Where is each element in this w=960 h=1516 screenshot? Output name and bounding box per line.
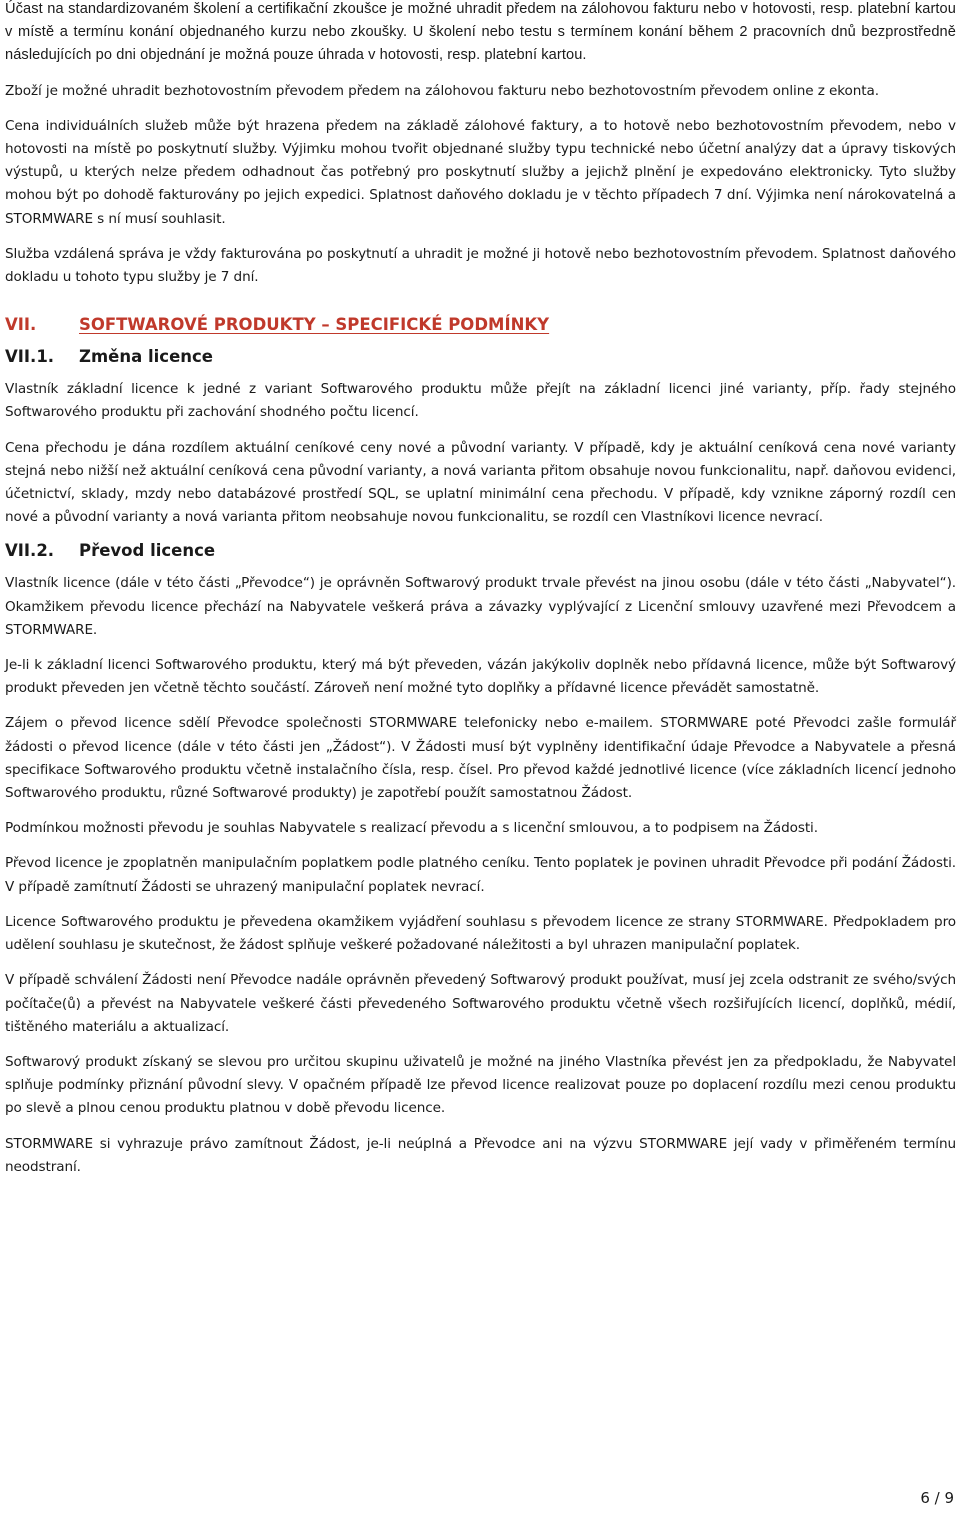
paragraph-license-transfer-4: Podmínkou možnosti převodu je souhlas Nabyvatele s realizací převodu a s licenční smlouvou, a to podpisem na Žádosti. xyxy=(5,820,818,837)
paragraph-license-transfer-3: Zájem o převod licence sdělí Převodce společnosti STORMWARE telefonicky nebo e-mailem. STORMWARE poté Převodci zašle formulář žádosti o převod licence (dále v této části jen „Žádost“). V Žádosti musí být vyplněny identifikační údaje Převodce a Nabyvatele a přesná specifikace Softwarového produktu včetně instalačního čísla, resp. čísel. Pro převod každé jednotlivé licence (více základních licencí jednoho Softwarového produktu, různé Softwarové produkty) je zapotřebí použít samostatnou Žádost. xyxy=(5,715,956,802)
paragraph-remote-management: Služba vzdálená správa je vždy fakturována po poskytnutí a uhradit je možné ji hotově nebo bezhotovostním převodem. Splatnost daňového dokladu u tohoto typu služby je 7 dní. xyxy=(5,245,956,286)
section-number: VII. xyxy=(5,315,37,335)
paragraph-license-transfer-1: Vlastník licence (dále v této části „Převodce“) je oprávněn Softwarový produkt trvale převést na jinou osobu (dále v této části „Nabyvatel“). Okamžikem převodu licence přechází na Nabyvatele veškerá práva a závazky vyplývající z Licenční smlouvy uzavřené mezi Převodcem a STORMWARE. xyxy=(5,575,956,638)
paragraph-license-transfer-7: V případě schválení Žádosti není Převodce nadále oprávněn převedený Softwarový produkt používat, musí jej zcela odstranit ze svého/svých počítače(ů) a převést na Nabyvatele veškeré části převedeného Softwarového produktu včetně všech rozšiřujících licencí, doplňků, médií, tištěného materiálu a aktualizací. xyxy=(5,972,956,1035)
subsection-number: VII.2. xyxy=(5,541,55,561)
paragraph-license-transfer-5: Převod licence je zpoplatněn manipulačním poplatkem podle platného ceníku. Tento poplatek je povinen uhradit Převodce při podání Žádosti. V případě zamítnutí Žádosti se uhrazený manipulační poplatek nevrací. xyxy=(5,855,956,895)
paragraph-individual-services: Cena individuálních služeb může být hrazena předem na základě zálohové faktury, a to hotově nebo bezhotovostním převodem, nebo v hotovosti na místě po poskytnutí služby. Výjimku mohou tvořit objednané služby typu technické nebo účetní analýzy dat a úpravy tiskových výstupů, u kterých nelze předem odhadnout čas potřebný pro poskytnutí služby a jejichž plnění je expedováno elektronicky. Tyto služby mohou být po dohodě fakturovány po jejich expedici. Splatnost daňového dokladu je v těchto případech 7 dní. Výjimka není nárokovatelná a STORMWARE s ní musí souhlasit. xyxy=(5,117,956,227)
paragraph-goods-payment: Zboží je možné uhradit bezhotovostním převodem předem na zálohovou fakturu nebo bezhotovostním převodem online z ekonta. xyxy=(5,82,879,99)
paragraph-license-transfer-2: Je-li k základní licenci Softwarového produktu, který má být převeden, vázán jakýkoliv doplněk nebo přídavná licence, může být Softwarový produkt převeden jen včetně těchto součástí. Zároveň není možné tyto doplňky a přídavné licence převádět samostatně. xyxy=(5,657,956,697)
subsection-number: VII.1. xyxy=(5,347,55,367)
paragraph-license-change-2: Cena přechodu je dána rozdílem aktuální ceníkové ceny nové a původní varianty. V případě, kdy je aktuální ceníková cena nové varianty stejná nebo nižší než aktuální ceníková cena původní varianty, a nová varianta přitom obsahuje novou funkcionalitu, např. daňovou evidenci, účetnictví, sklady, mzdy nebo databázové prostředí SQL, se uplatní minimální cena přechodu. V případě, kdy vznikne záporný rozdíl cen nové a původní varianty a nová varianta přitom neobsahuje novou funkcionalitu, se rozdíl cen Vlastníkovi licence nevrací. xyxy=(5,439,956,526)
section-title: SOFTWAROVÉ PRODUKTY – SPECIFICKÉ PODMÍNKY xyxy=(79,315,550,335)
document-page xyxy=(5,0,956,1179)
section-heading xyxy=(5,315,956,334)
page-number: 6 / 9 xyxy=(920,1489,954,1507)
paragraph-training-payment: Účast na standardizovaném školení a certifikační zkoušce je možné uhradit předem na zálohovou fakturu nebo v hotovosti, resp. platební kartou v místě a termínu konání objednaného kurzu nebo zkoušky. U školení nebo testu s termínem konání během 2 pracovních dnů bezprostředně následujících po dni objednání je možná pouze úhrada v hotovosti, resp. platební kartou. xyxy=(5,1,956,64)
paragraph-license-transfer-6: Licence Softwarového produktu je převedena okamžikem vyjádření souhlasu s převodem licence ze strany STORMWARE. Předpokladem pro udělení souhlasu je skutečnost, že žádost splňuje veškeré požadované náležitosti a byl uhrazen manipulační poplatek. xyxy=(5,913,956,954)
subsection-heading-license-transfer xyxy=(5,541,956,560)
paragraph-license-change-1: Vlastník základní licence k jedné z variant Softwarového produktu může přejít na základní licenci jiné varianty, příp. řady stejného Softwarového produktu při zachování shodného počtu licencí. xyxy=(5,381,956,421)
paragraph-license-transfer-8: Softwarový produkt získaný se slevou pro určitou skupinu uživatelů je možné na jiného Vlastníka převést jen za předpokladu, že Nabyvatel splňuje podmínky přiznání původní slevy. V opačném případě lze převod licence realizovat pouze po doplacení rozdílu mezi cenou produktu po slevě a plnou cenou produktu platnou v době převodu licence. xyxy=(5,1053,956,1117)
subsection-heading-license-change xyxy=(5,347,956,366)
paragraph-license-transfer-9: STORMWARE si vyhrazuje právo zamítnout Žádost, je-li neúplná a Převodce ani na výzvu STORMWARE její vady v přiměřeném termínu neodstraní. xyxy=(5,1135,956,1175)
subsection-title: Převod licence xyxy=(79,541,216,561)
subsection-title: Změna licence xyxy=(79,347,213,367)
